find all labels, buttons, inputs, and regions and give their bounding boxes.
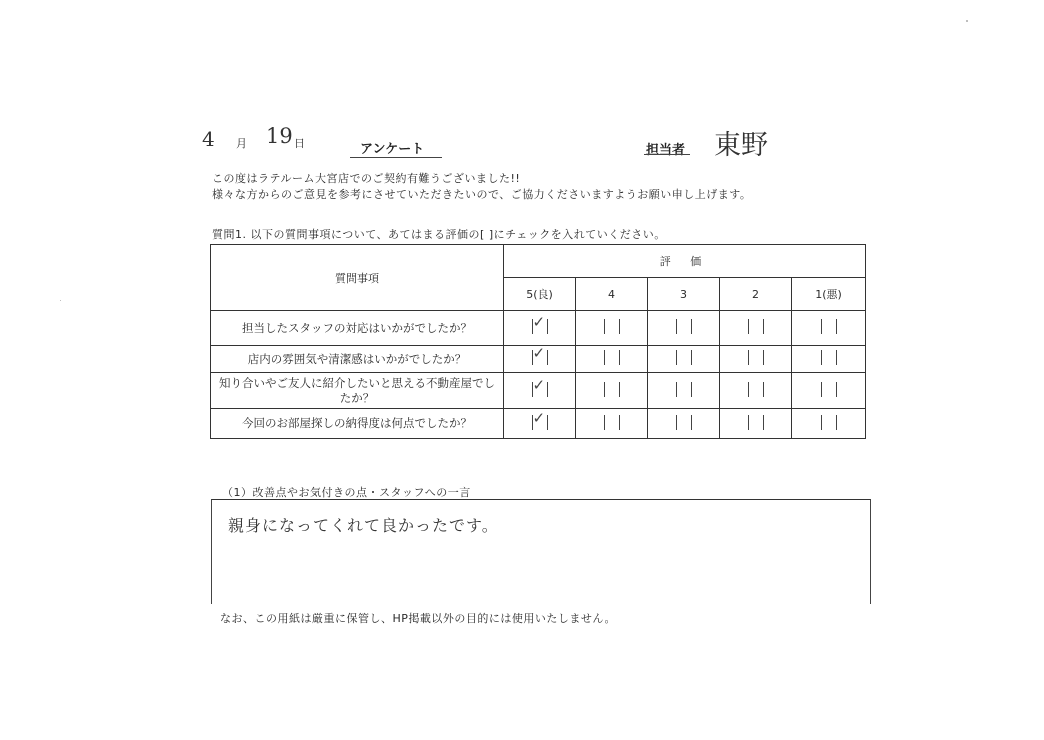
scan-speck <box>60 300 61 301</box>
scale-header-1: 1(悪) <box>792 278 866 311</box>
checkbox-checked[interactable] <box>532 344 548 365</box>
rating-cell[interactable] <box>720 311 792 346</box>
rating-cell[interactable] <box>504 346 576 373</box>
checkbox[interactable] <box>604 415 620 430</box>
check-mark-icon: ✓ <box>532 375 546 394</box>
rating-cell[interactable] <box>648 346 720 373</box>
checkbox[interactable] <box>748 350 764 365</box>
table-row <box>211 346 866 373</box>
checkbox[interactable] <box>821 382 837 397</box>
checkbox[interactable] <box>748 382 764 397</box>
rating-cell[interactable] <box>792 311 866 346</box>
rating-cell[interactable] <box>504 409 576 439</box>
rating-cell[interactable] <box>720 373 792 409</box>
item-header-cell <box>211 245 504 311</box>
rating-cell[interactable] <box>504 311 576 346</box>
privacy-note: なお、この用紙は厳重に保管し、HP掲載以外の目的には使用いたしません。 <box>220 612 617 625</box>
checkbox[interactable] <box>821 415 837 430</box>
table-row <box>211 373 866 409</box>
rating-cell[interactable] <box>576 409 648 439</box>
checkbox[interactable] <box>821 350 837 365</box>
question-text: 知り合いやご友人に紹介したいと思える不動産屋でしたか？ <box>211 373 504 409</box>
question-text: 店内の雰囲気や清潔感はいかがでしたか？ <box>211 346 504 373</box>
question-text: 今回のお部屋探しの納得度は何点でしたか？ <box>211 409 504 439</box>
check-mark-icon: ✓ <box>532 344 546 362</box>
scan-speck <box>966 20 968 22</box>
intro-line-2: 様々な方からのご意見を参考にさせていただきたいので、ご協力くださいますようお願い申し上げます。 <box>212 188 752 201</box>
checkbox[interactable] <box>676 382 692 397</box>
rating-cell[interactable] <box>576 373 648 409</box>
rating-cell[interactable] <box>648 311 720 346</box>
checkbox-checked[interactable] <box>532 375 548 397</box>
checkbox[interactable] <box>676 350 692 365</box>
checkbox[interactable] <box>604 350 620 365</box>
day-label: 日 <box>294 137 306 150</box>
checkbox[interactable] <box>821 319 837 334</box>
checkbox-checked[interactable] <box>532 408 548 430</box>
checkbox[interactable] <box>604 382 620 397</box>
rating-header-cell <box>504 245 866 278</box>
scale-header-4: 4 <box>576 278 648 311</box>
handwritten-staff-name: 東野 <box>714 130 768 161</box>
title-underline <box>350 157 442 158</box>
table-row <box>211 311 866 346</box>
rating-cell[interactable] <box>792 373 866 409</box>
staff-label: 担当者 <box>646 143 686 158</box>
checkbox[interactable] <box>748 415 764 430</box>
rating-cell[interactable] <box>648 409 720 439</box>
rating-cell[interactable] <box>792 409 866 439</box>
handwritten-comment: 親身になってくれて良かったです。 <box>228 516 499 535</box>
rating-cell[interactable] <box>576 311 648 346</box>
intro-line-1: この度はラテルーム大宮店でのご契約有難うございました!! <box>212 172 521 185</box>
scale-header-2: 2 <box>720 278 792 311</box>
checkbox-checked[interactable] <box>532 313 548 334</box>
handwritten-day: 19 <box>266 124 293 148</box>
check-mark-icon: ✓ <box>532 408 546 427</box>
rating-header: 評 価 <box>659 255 710 268</box>
staff-underline <box>644 154 690 155</box>
table-row <box>211 409 866 439</box>
checkbox[interactable] <box>748 319 764 334</box>
rating-cell[interactable] <box>504 373 576 409</box>
rating-cell[interactable] <box>576 346 648 373</box>
scale-header-5: 5(良) <box>504 278 576 311</box>
item-header: 質問事項 <box>335 271 379 285</box>
month-label: 月 <box>236 137 248 150</box>
checkbox[interactable] <box>676 319 692 334</box>
rating-cell[interactable] <box>648 373 720 409</box>
rating-cell[interactable] <box>720 346 792 373</box>
survey-title: アンケート <box>360 142 425 157</box>
free-comment-label: （1）改善点やお気付きの点・スタッフへの一言 <box>222 486 471 499</box>
question-1-prompt: 質問1. 以下の質問事項について、あてはまる評価の[ ]にチェックを入れていください。 <box>212 228 666 241</box>
rating-cell[interactable] <box>720 409 792 439</box>
rating-table <box>210 244 866 439</box>
checkbox[interactable] <box>604 319 620 334</box>
question-text: 担当したスタッフの対応はいかがでしたか？ <box>211 311 504 346</box>
check-mark-icon: ✓ <box>532 313 546 331</box>
handwritten-month: 4 <box>202 127 215 151</box>
rating-cell[interactable] <box>792 346 866 373</box>
scale-header-3: 3 <box>648 278 720 311</box>
checkbox[interactable] <box>676 415 692 430</box>
